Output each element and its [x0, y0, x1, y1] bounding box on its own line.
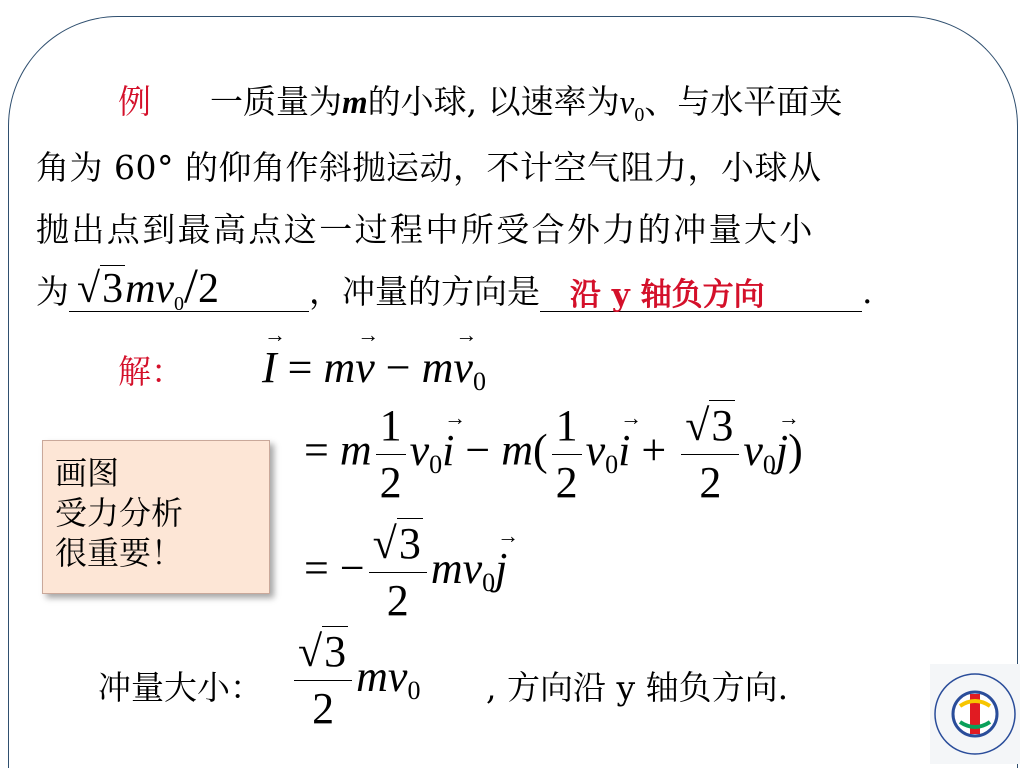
mass-symbol: m [342, 85, 368, 121]
problem-text-4b: ，冲量的方向是 [309, 272, 540, 311]
tip-line-1: 画图 [55, 454, 120, 492]
equation-3: = − $\frac{√3}{2}$ $mv_0\to j$ [304, 522, 507, 623]
answer-blank-magnitude: $√3mv_0/2$ [69, 273, 309, 312]
problem-line-2: 角为 60° 的仰角作斜抛运动，不计空气阻力，小球从 [36, 148, 822, 187]
college-logo [930, 664, 1020, 764]
equation-2: = m $\frac{1}{2}$ $v_0\to i - m$( $\frac{1}{2}$ $v_0\to i$ + $\frac{√3}{2}$ $v_0\to j$) [304, 404, 803, 505]
tip-box [42, 440, 270, 594]
problem-text-1c: 、与水平面夹 [644, 82, 843, 121]
tip-line-3: 很重要！ [55, 534, 184, 572]
speed-symbol: $v_0$ [619, 85, 645, 126]
result-direction: , 方向沿 y 轴负方向. [486, 668, 789, 707]
problem-text-1b: 的小球, 以速率为 [367, 82, 620, 121]
problem-line-4: 为 $√3mv_0/2$ ，冲量的方向是 沿 y 轴负方向 . [36, 257, 873, 315]
problem-text-4a: 为 [36, 272, 69, 311]
problem-text-1a: 一质量为 [210, 82, 342, 121]
result-formula: $\frac{√3}{2}$ $mv_0$ [290, 630, 420, 731]
problem-line-3: 抛出点到最高点这一过程中所受合外力的冲量大小 [36, 210, 815, 249]
answer-blank-direction: 沿 y 轴负方向 [540, 273, 862, 312]
example-label: 例 [118, 82, 151, 121]
tip-line-2: 受力分析 [55, 494, 184, 532]
result-label: 冲量大小： [98, 668, 263, 707]
problem-line-1 [118, 82, 842, 135]
solution-label: 解： [118, 352, 184, 391]
equation-1: → $I = m\to v - m\to v_0$ [262, 342, 486, 397]
